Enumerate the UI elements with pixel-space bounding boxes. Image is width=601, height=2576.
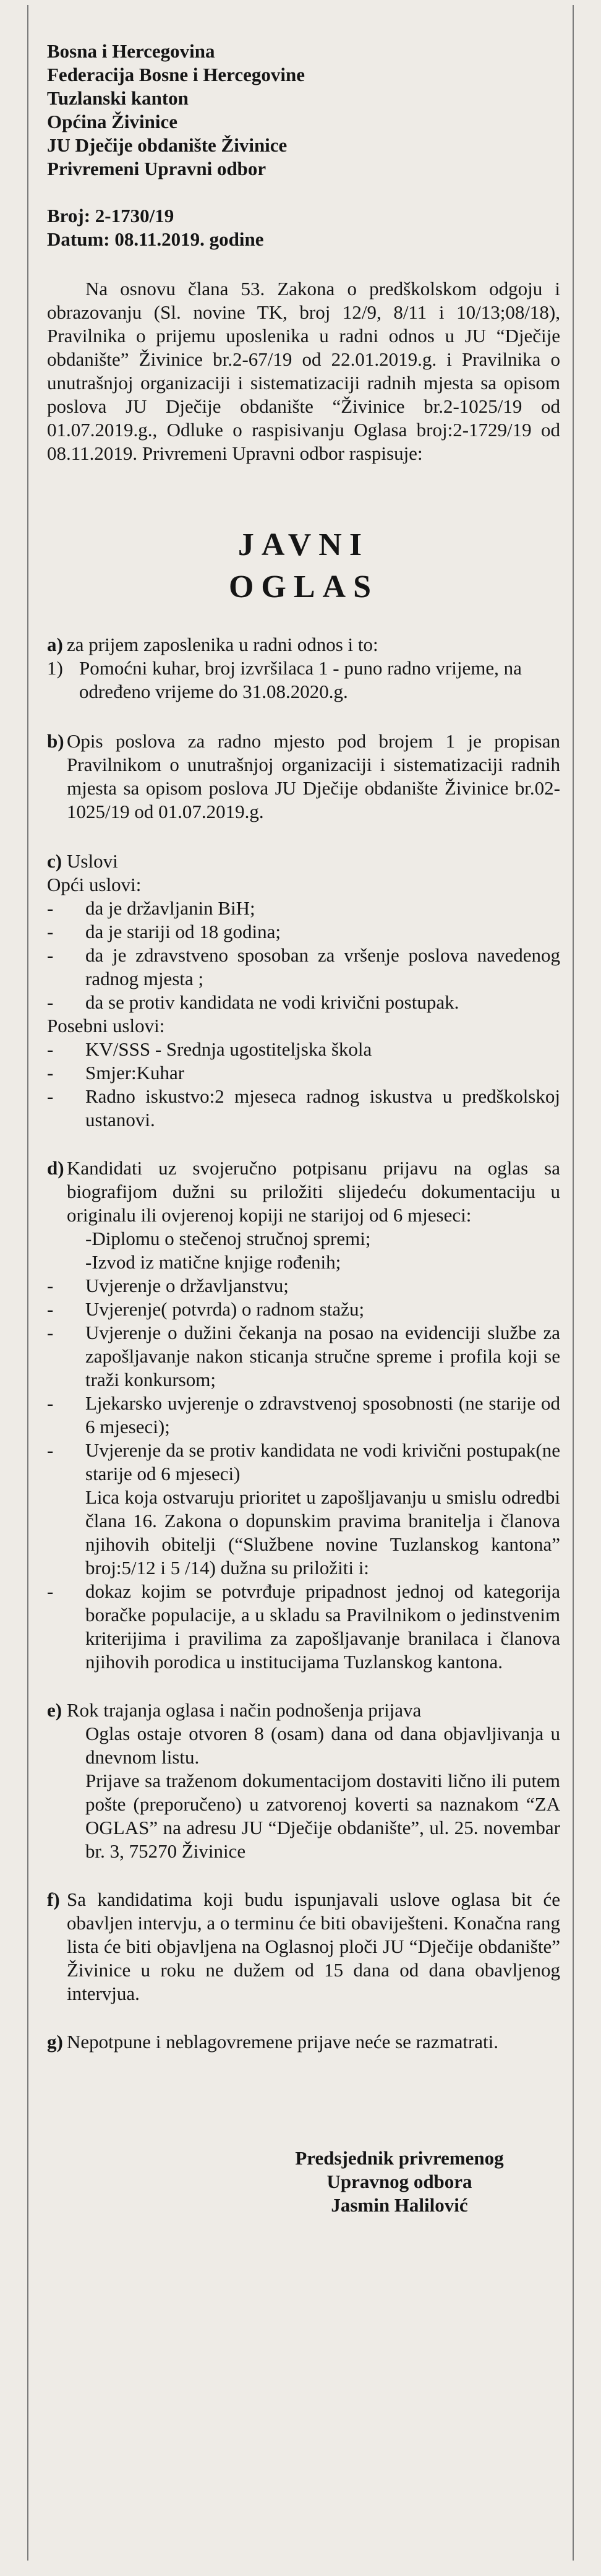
section-letter: c) (47, 850, 62, 872)
document-subitem: -Diplomu o stečenoj stručnoj spremi; (85, 1228, 371, 1249)
condition-item: da je državljanin BiH; (85, 897, 255, 919)
document-item: Uvjerenje o državljanstvu; (85, 1275, 289, 1296)
section-b (47, 730, 560, 824)
institution-header (47, 40, 560, 181)
priority-paragraph: Lica koja ostvaruju prioritet u zapošljavanju u smislu odredbi člana 16. Zakona o dopunskim pravima branitelja i članova njihovih obitelji (“Službene novine Tuzlanskog kantona” broj:5/12 i 5 /14) dužna su priložiti i: (85, 1486, 560, 1579)
signature-block (47, 2147, 560, 2217)
signature-line: Predsjednik privremenog (295, 2147, 504, 2169)
document-item: Uvjerenje o dužini čekanja na posao na evidenciji službe za zapošljavanje nakon sticanja stručne spreme i profila koji se traži konkursom; (85, 1322, 560, 1390)
title-line-1: JAVNI (237, 527, 370, 562)
header-line: Bosna i Hercegovina (47, 40, 215, 62)
document-item: Uvjerenje da se protiv kandidata ne vodi krivični postupak(ne starije od 6 mjeseci) (85, 1439, 560, 1484)
section-text: za prijem zaposlenika u radni odnos i to: (67, 634, 378, 655)
section-text: Nepotpune i neblagovremene prijave neće se razmatrati. (67, 2031, 499, 2053)
section-a (47, 633, 560, 704)
reference-block (47, 204, 560, 251)
condition-item: da je stariji od 18 godina; (85, 921, 281, 942)
item-text: Pomoćni kuhar, broj izvršilaca 1 - puno radno vrijeme, na određeno vrijeme do 31.08.2020.g. (79, 657, 522, 702)
general-conditions-heading: Opći uslovi: (47, 874, 142, 895)
header-line: Općina Živinice (47, 111, 177, 132)
section-letter: d) (47, 1157, 64, 1179)
section-letter: b) (47, 730, 64, 752)
notice-content (47, 40, 560, 2217)
section-text: Opis poslova za radno mjesto pod brojem 1 je propisan Pravilnikom o unutrašnjoj organizaciji i sistematizaciji radnih mjesta sa opisom poslova JU Dječije obdanište Živinice br.02-1025/19 od 01.07.2019.g. (67, 730, 560, 822)
reference-number: Broj: 2-1730/19 (47, 205, 174, 226)
condition-item: Radno iskustvo:2 mjeseca radnog iskustva u predškolskoj ustanovi. (85, 1085, 560, 1131)
document-item: dokaz kojim se potvrđuje pripadnost jednoj od kategorija boračke populacije, a u skladu sa Pravilnikom o jedinstvenim kriterijima i pravilima za zapošljavanje branilaca i članova njihovih porodica u institucijama Tuzlanskog kantona. (85, 1580, 560, 1673)
header-line: Federacija Bosne i Hercegovine (47, 64, 305, 85)
section-e (47, 1699, 560, 1863)
section-text: Uslovi (67, 850, 118, 872)
section-letter: a) (47, 634, 63, 655)
condition-item: Smjer:Kuhar (85, 1062, 185, 1083)
intro-paragraph: Na osnovu člana 53. Zakona o predškolskom odgoju i obrazovanju (Sl. novine TK, broj 12/9, 8/11 i 10/13;08/18), Pravilnika o prijemu uposlenika u radni odnos u JU “Dječije obdanište” Živinice br.2-67/19 od 22.01.2019.g. i Pravilnika o unutrašnjoj organizaciji i sistematizaciji radnih mjesta sa opisom poslova JU Dječije obdanište “Živinice br.2-1025/19 od 01.07.2019.g., Odluke o raspisivanju Oglasa broj:2-1729/19 od 08.11.2019. Privremeni Upravni odbor raspisuje: (47, 278, 560, 464)
signature-line: Upravnog odbora (326, 2171, 472, 2192)
condition-item: KV/SSS - Srednja ugostiteljska škola (85, 1038, 372, 1060)
section-letter: e) (47, 1699, 62, 1721)
section-f (47, 1888, 560, 2005)
notice-title (47, 524, 560, 608)
section-letter: f) (47, 1889, 60, 1910)
document-item: Uvjerenje( potvrda) o radnom stažu; (85, 1298, 365, 1320)
section-text: Sa kandidatima koji budu ispunjavali uslove oglasa bit će obavljen intervju, a o terminu će biti obaviješteni. Konačna rang lista će biti objavljena na Oglasnoj ploči JU “Dječije obdanište” Živinice u roku ne dužem od 15 dana od dana obavljenog intervjua. (67, 1889, 560, 2004)
document-subitem: -Izvod iz matične knjige rođenih; (85, 1251, 341, 1273)
header-line: Privremeni Upravni odbor (47, 158, 266, 179)
position-item (47, 657, 560, 704)
deadline-paragraph: Oglas ostaje otvoren 8 (osam) dana od dana objavljivanja u dnevnom listu. (85, 1723, 560, 1768)
condition-item: da se protiv kandidata ne vodi krivični postupak. (85, 991, 459, 1013)
special-conditions-heading: Posebni uslovi: (47, 1015, 165, 1036)
document-item: Ljekarsko uvjerenje o zdravstvenoj sposobnosti (ne starije od 6 mjeseci); (85, 1392, 560, 1437)
section-c: c) Uslovi Opći uslovi: - da je državljanin BiH; - da je stariji od 18 godina; - da je zdravstveno sposoban za vršenje poslova navedenog radnog mjesta ; - da se protiv kandidata ne vodi krivični postupak. Posebni uslovi: - KV/SSS - Srednja ugostiteljska škola - Smjer:Kuhar - Radno iskustvo:2 mjeseca radnog iskustva u predškolskoj ustanovi. (47, 850, 560, 1131)
reference-date: Datum: 08.11.2019. godine (47, 228, 264, 250)
section-d: d) Kandidati uz svojeručno potpisanu prijavu na oglas sa biografijom dužni su priložiti slijedeću dokumentaciju u originalu ili ovjerenoj kopiji ne starijoj od 6 mjeseci: -Diplomu o stečenoj stručnoj spremi; -Izvod iz matične knjige rođenih; - Uvjerenje o državljanstvu; - Uvjerenje( potvrda) o radnom stažu; - Uvjerenje o dužini čekanja na posao na evidenciji službe za zapošljavanje nakon sticanja stručne spreme i profila koji se traži konkursom; - Ljekarsko uvjerenje o zdravstvenoj sposobnosti (ne starije od 6 mjeseci); - Uvjerenje da se protiv kandidata ne vodi krivični postupak(ne starije od 6 mjeseci) Lica koja ostvaruju prioritet u zapošljavanju u smislu odredbi člana 16. Zakona o dopunskim pravima branitelja i članova njihovih obitelji (“Službene novine Tuzlanskog kantona” broj:5/12 i 5 /14) dužna su priložiti i: - dokaz kojim se potvrđuje pripadnost jednoj od kategorija boračke populacije, a u skladu sa Pravilnikom o jedinstvenim kriterijima i pravilima za zapošljavanje branilaca i članova njihovih porodica u institucijama Tuzlanskog kantona. (47, 1157, 560, 1673)
section-text: Kandidati uz svojeručno potpisanu prijavu na oglas sa biografijom dužni su priložiti slijedeću dokumentaciju u originalu ili ovjerenoj kopiji ne starijoj od 6 mjeseci: (67, 1157, 560, 1226)
header-line: Tuzlanski kanton (47, 87, 189, 109)
title-line-2: OGLAS (228, 569, 379, 605)
header-line: JU Dječije obdanište Živinice (47, 134, 288, 156)
section-letter: g) (47, 2031, 63, 2053)
condition-item: da je zdravstveno sposoban za vršenje poslova navedenog radnog mjesta ; (85, 944, 560, 989)
section-text: Rok trajanja oglasa i način podnošenja prijava (67, 1699, 422, 1721)
submission-paragraph: Prijave sa traženom dokumentacijom dostaviti lično ili putem pošte (preporučeno) u zatvorenoj koverti sa naznakom “ZA OGLAS” na adresu JU “Dječije obdanište”, ul. 25. novembar br. 3, 75270 Živinice (85, 1770, 560, 1862)
signature-name: Jasmin Halilović (331, 2194, 468, 2216)
item-number: 1) (47, 657, 63, 679)
section-g (47, 2030, 560, 2054)
